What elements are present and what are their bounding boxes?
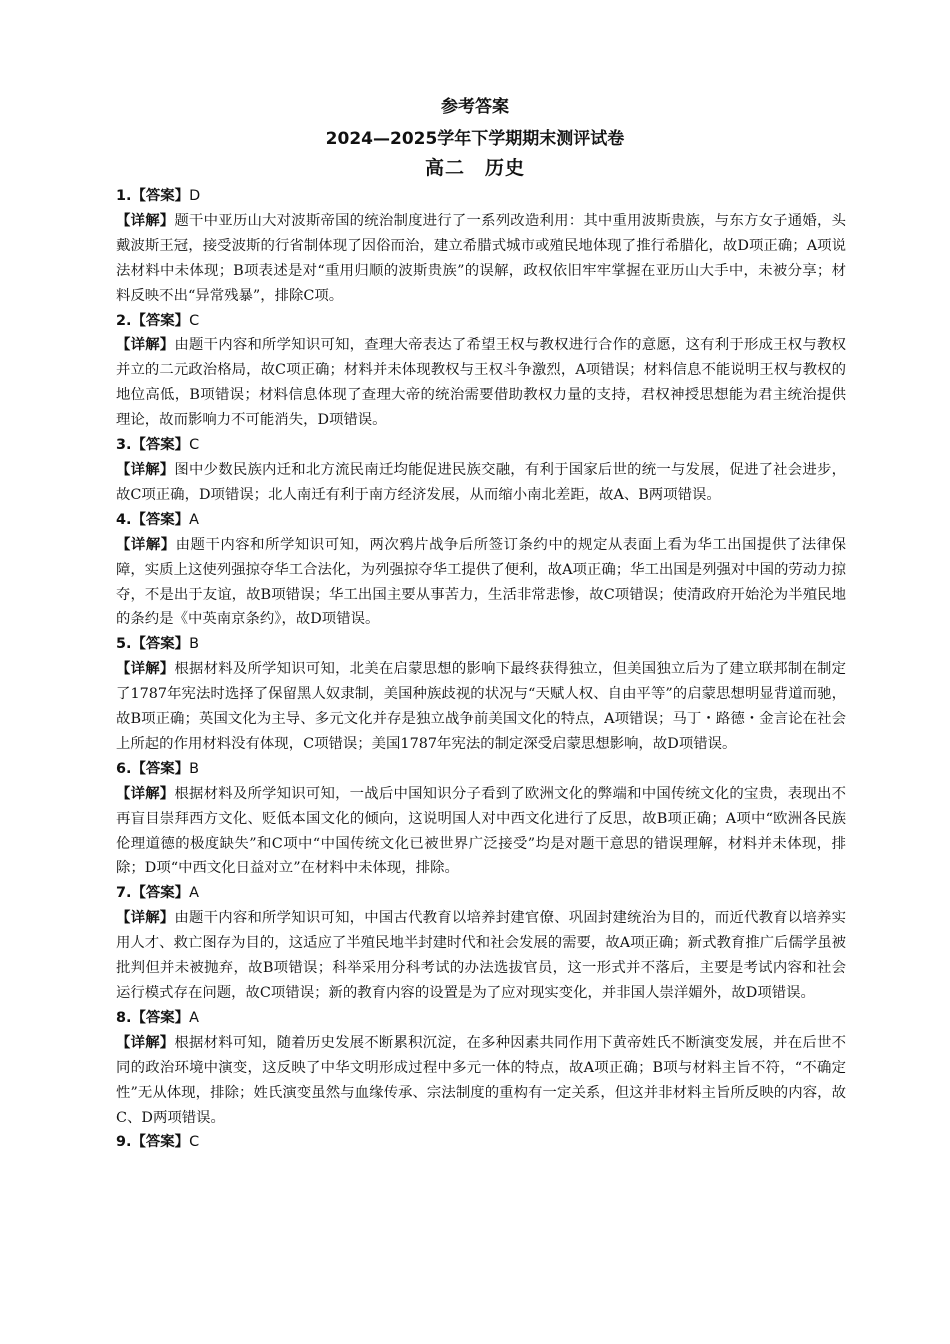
- question-number: 5.: [116, 636, 132, 653]
- question-number: 4.: [116, 511, 132, 528]
- question-number: 9.: [116, 1134, 132, 1151]
- answer-label: 【答案】: [131, 312, 190, 329]
- detail-text: 由题干内容和所学知识可知，两次鸦片战争后所签订条约中的规定从表面上看为华工出国提供了法律保障，实质上这使列强掠夺华工合法化，为列强掠夺华工提供了便利，故A项正确；华工出国是列强对中国的劳动力掠夺，不是出于友谊，故B项错误；华工出国主要从事苦力，生活非常悲惨，故C项错误；使清政府开始沦为半殖民地的条约是《中英南京条约》，故D项错误。: [116, 536, 846, 628]
- question-number: 1.: [116, 188, 132, 204]
- question-number: 8.: [116, 1009, 132, 1026]
- answer-value: A: [189, 511, 199, 528]
- detail-label: 【详解】: [116, 337, 175, 354]
- detail-text: 图中少数民族内迁和北方流民南迁均能促进民族交融，有利于国家后世的统一与发展，促进了社会进步，故C项正确，D项错误；北人南迁有利于南方经济发展，从而缩小南北差距，故A、B两项错误。: [116, 461, 846, 503]
- answer-item-3: [116, 433, 846, 508]
- answer-item-5: [116, 632, 846, 757]
- detail-text: 由题干内容和所学知识可知，查理大帝表达了希望王权与教权进行合作的意愿，这有利于形成王权与教权并立的二元政治格局，故C项正确；材料并未体现教权与王权斗争激烈，A项错误；材料信息不能说明王权与教权的地位高低，B项错误；材料信息体现了查理大帝的统治需要借助教权力量的支持，君权神授思想能为君主统治提供理论，故而影响力不可能消失，D项错误。: [116, 337, 846, 429]
- question-number: 7.: [116, 885, 132, 902]
- answer-item-9: [116, 1130, 846, 1155]
- question-number: 6.: [116, 760, 132, 777]
- question-number: 2.: [116, 312, 132, 329]
- answer-item-4: [116, 508, 846, 633]
- detail-label: 【详解】: [116, 785, 175, 802]
- answer-value: C: [189, 312, 200, 329]
- answer-label: 【答案】: [131, 437, 190, 454]
- detail-text: 由题干内容和所学知识可知，中国古代教育以培养封建官僚、巩固封建统治为目的，而近代教育以培养实用人才、救亡图存为目的，这适应了半殖民地半封建时代和社会发展的需要，故A项正确；新式教育推广后儒学虽被批判但并未被抛弃，故B项错误；科举采用分科考试的办法选拔官员，这一形式并不落后，主要是考试内容和社会运行模式存在问题，故C项错误；新的教育内容的设置是为了应对现实变化，并非国人崇洋媚外，故D项错误。: [116, 910, 846, 1001]
- answer-label: 【答案】: [131, 885, 190, 902]
- detail-label: 【详解】: [116, 461, 175, 478]
- detail-label: 【详解】: [116, 212, 175, 229]
- answer-value: C: [189, 1134, 200, 1151]
- answer-item-1: [116, 184, 846, 309]
- detail-text: 根据材料及所学知识可知，一战后中国知识分子看到了欧洲文化的弊端和中国传统文化的宝贵，表现出不再盲目崇拜西方文化、贬低本国文化的倾向，这说明国人对中西文化进行了反思，故B项正确；A项中“欧洲各民族伦理道德的极度缺失”和C项中“中国传统文化已被世界广泛接受”均是对题干意思的错误理解，材料并未体现，排除；D项“中西文化日益对立”在材料中未体现，排除。: [116, 785, 847, 877]
- exam-title: 2024—2025学年下学期期末测评试卷: [325, 129, 625, 149]
- answer-label: 【答案】: [131, 1009, 190, 1026]
- answer-item-2: [116, 309, 846, 434]
- answer-value: D: [189, 188, 201, 204]
- answer-value: C: [189, 437, 200, 454]
- answer-value: A: [189, 885, 199, 902]
- answer-item-6: [116, 757, 846, 882]
- doc-title: 参考答案: [441, 97, 509, 117]
- detail-text: 根据材料及所学知识可知，北美在启蒙思想的影响下最终获得独立，但美国独立后为了建立联邦制在制定了1787年宪法时选择了保留黑人奴隶制，美国种族歧视的状况与“天赋人权、自由平等”的启蒙思想明显背道而驰，故B项正确；英国文化为主导、多元文化并存是独立战争前美国文化的特点，A项错误；马丁・路德・金言论在社会上所起的作用材料没有体现，C项错误；美国1787年宪法的制定深受启蒙思想影响，故D项错误。: [116, 661, 846, 752]
- detail-label: 【详解】: [116, 536, 176, 553]
- answer-value: B: [189, 636, 199, 653]
- subject-title: 高二 历史: [424, 157, 525, 179]
- answer-value: B: [189, 760, 199, 777]
- answer-label: 【答案】: [131, 1134, 190, 1151]
- answer-list: [116, 184, 846, 1155]
- answer-label: 【答案】: [131, 636, 190, 653]
- answer-label: 【答案】: [131, 760, 190, 777]
- detail-label: 【详解】: [116, 910, 175, 927]
- answer-item-7: [116, 881, 846, 1006]
- answer-label: 【答案】: [131, 511, 190, 528]
- answer-label: 【答案】: [131, 188, 190, 204]
- detail-text: 题干中亚历山大对波斯帝国的统治制度进行了一系列改造利用：其中重用波斯贵族，与东方女子通婚，头戴波斯王冠，接受波斯的行省制体现了因俗而治，建立希腊式城市或殖民地体现了推行希腊化，故D项正确；A项说法材料中未体现；B项表述是对“重用归顺的波斯贵族”的误解，政权依旧牢牢掌握在亚历山大手中，未被分享；材料反映不出“异常残暴”，排除C项。: [116, 212, 846, 304]
- answer-value: A: [189, 1009, 199, 1026]
- question-number: 3.: [116, 437, 132, 454]
- detail-label: 【详解】: [116, 1034, 175, 1051]
- detail-label: 【详解】: [116, 661, 175, 678]
- answer-item-8: [116, 1006, 846, 1131]
- detail-text: 根据材料可知，随着历史发展不断累积沉淀，在多种因素共同作用下黄帝姓氏不断演变发展，并在后世不同的政治环境中演变，这反映了中华文明形成过程中多元一体的特点，故A项正确；B项与材料主旨不符，“不确定性”无从体现，排除；姓氏演变虽然与血缘传承、宗法制度的重构有一定关系，但这并非材料主旨所反映的内容，故C、D两项错误。: [116, 1034, 846, 1126]
